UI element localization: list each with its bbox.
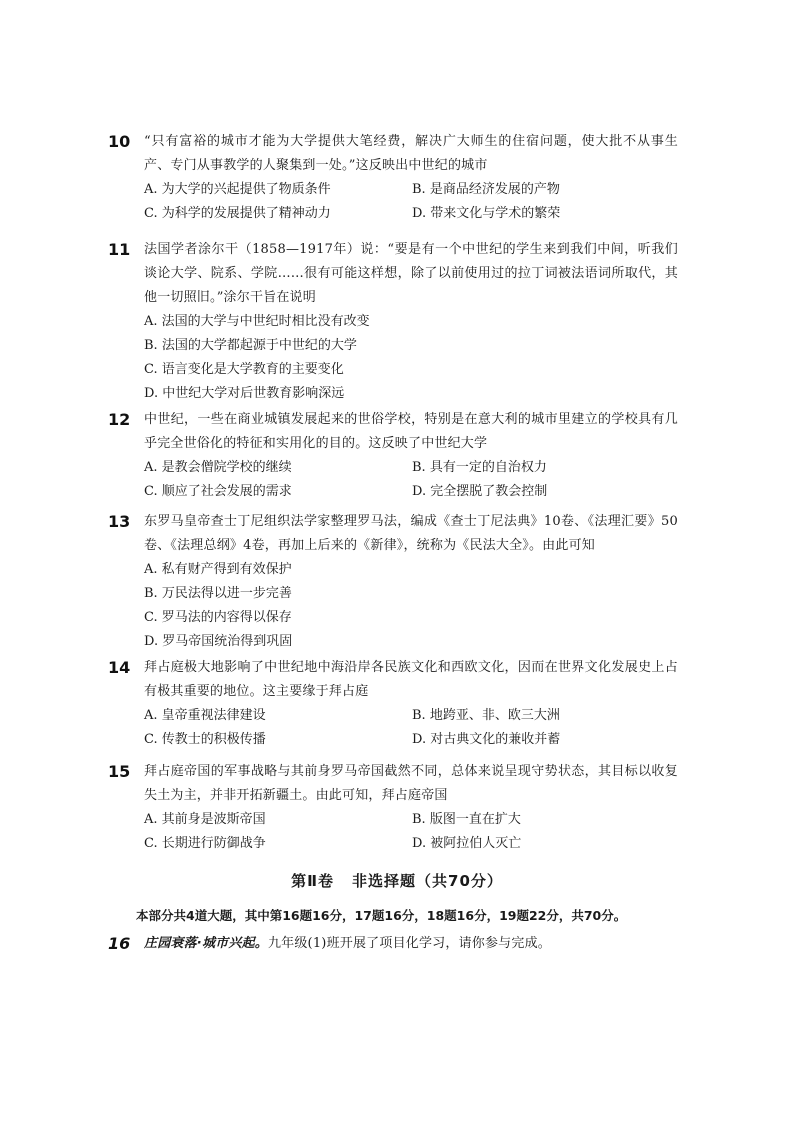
options: [144, 704, 678, 752]
question-13: [108, 510, 678, 654]
question-number: 10: [108, 132, 131, 151]
question-stem: “只有富裕的城市才能为大学提供大笔经费，解决广大师生的住宿问题，使大批不从事生产、专门从事教学的人聚集到一处。”这反映出中世纪的城市: [144, 134, 678, 173]
option-c: C. 语言变化是大学教育的主要变化: [144, 362, 344, 377]
question-number: 15: [108, 762, 131, 781]
option-a: A. 为大学的兴起提供了物质条件: [144, 182, 331, 197]
question-number: 16: [108, 934, 131, 953]
section-instructions: 本部分共4道大题，其中第16题16分，17题16分，18题16分，19题22分，共70分。: [136, 908, 627, 923]
option-a: A. 皇帝重视法律建设: [144, 708, 266, 723]
question-14: [108, 656, 678, 752]
options: [144, 310, 678, 406]
question-stem: 法国学者涂尔干（1858—1917年）说：“要是有一个中世纪的学生来到我们中间，听我们谈论大学、院系、学院……很有可能这样想，除了以前使用过的拉丁词被法语词所取代，其他一切照旧。”涂尔干旨在说明: [144, 242, 678, 305]
question-stem: 拜占庭极大地影响了中世纪地中海沿岸各民族文化和西欧文化，因而在世界文化发展史上占有极其重要的地位。这主要缘于拜占庭: [144, 660, 678, 699]
section-title-subtitle: 非选择题（共70分）: [352, 872, 503, 890]
option-c: C. 为科学的发展提供了精神动力: [144, 206, 331, 221]
options: [144, 456, 678, 504]
question-10: [108, 130, 678, 226]
options: [144, 558, 678, 654]
question-15: [108, 760, 678, 856]
options: [144, 178, 678, 226]
option-a: A. 法国的大学与中世纪时相比没有改变: [144, 314, 370, 329]
option-d: D. 被阿拉伯人灭亡: [412, 836, 522, 851]
option-a: A. 其前身是波斯帝国: [144, 812, 266, 827]
option-a: A. 私有财产得到有效保护: [144, 562, 292, 577]
option-b: B. 法国的大学都起源于中世纪的大学: [144, 338, 357, 353]
option-b: B. 具有一定的自治权力: [412, 460, 547, 475]
option-b: B. 是商品经济发展的产物: [412, 182, 560, 197]
question-number: 14: [108, 658, 131, 677]
option-c: C. 传教士的积极传播: [144, 732, 266, 747]
question-topic: 庄园衰落·城市兴起。: [144, 936, 268, 951]
option-d: D. 带来文化与学术的繁荣: [412, 206, 561, 221]
question-number: 13: [108, 512, 131, 531]
question-11: [108, 238, 678, 406]
section-title: [0, 870, 794, 891]
option-b: B. 地跨亚、非、欧三大洲: [412, 708, 560, 723]
question-text: 九年级(1)班开展了项目化学习，请你参与完成。: [267, 936, 551, 951]
option-d: D. 对古典文化的兼收并蓄: [412, 732, 561, 747]
option-c: C. 顺应了社会发展的需求: [144, 484, 292, 499]
option-c: C. 罗马法的内容得以保存: [144, 610, 292, 625]
question-16: [108, 932, 678, 956]
option-d: D. 完全摆脱了教会控制: [412, 484, 548, 499]
option-d: D. 中世纪大学对后世教育影响深远: [144, 386, 345, 401]
option-d: D. 罗马帝国统治得到巩固: [144, 634, 293, 649]
question-number: 11: [108, 240, 131, 259]
option-b: B. 万民法得以进一步完善: [144, 586, 292, 601]
question-stem: [144, 932, 678, 956]
question-12: [108, 408, 678, 504]
question-stem: 东罗马皇帝查士丁尼组织法学家整理罗马法，编成《查士丁尼法典》10卷、《法理汇要》50卷、《法理总纲》4卷，再加上后来的《新律》，统称为《民法大全》。由此可知: [144, 514, 678, 553]
question-stem: 拜占庭帝国的军事战略与其前身罗马帝国截然不同，总体来说呈现守势状态，其目标以收复失土为主，并非开拓新疆土。由此可知，拜占庭帝国: [144, 764, 678, 803]
option-c: C. 长期进行防御战争: [144, 836, 266, 851]
option-a: A. 是教会僧院学校的继续: [144, 460, 292, 475]
options: [144, 808, 678, 856]
question-stem: 中世纪，一些在商业城镇发展起来的世俗学校，特别是在意大利的城市里建立的学校具有几乎完全世俗化的特征和实用化的目的。这反映了中世纪大学: [144, 412, 678, 451]
question-number: 12: [108, 410, 131, 429]
option-b: B. 版图一直在扩大: [412, 812, 521, 827]
section-title-part: 第Ⅱ卷: [291, 872, 334, 890]
